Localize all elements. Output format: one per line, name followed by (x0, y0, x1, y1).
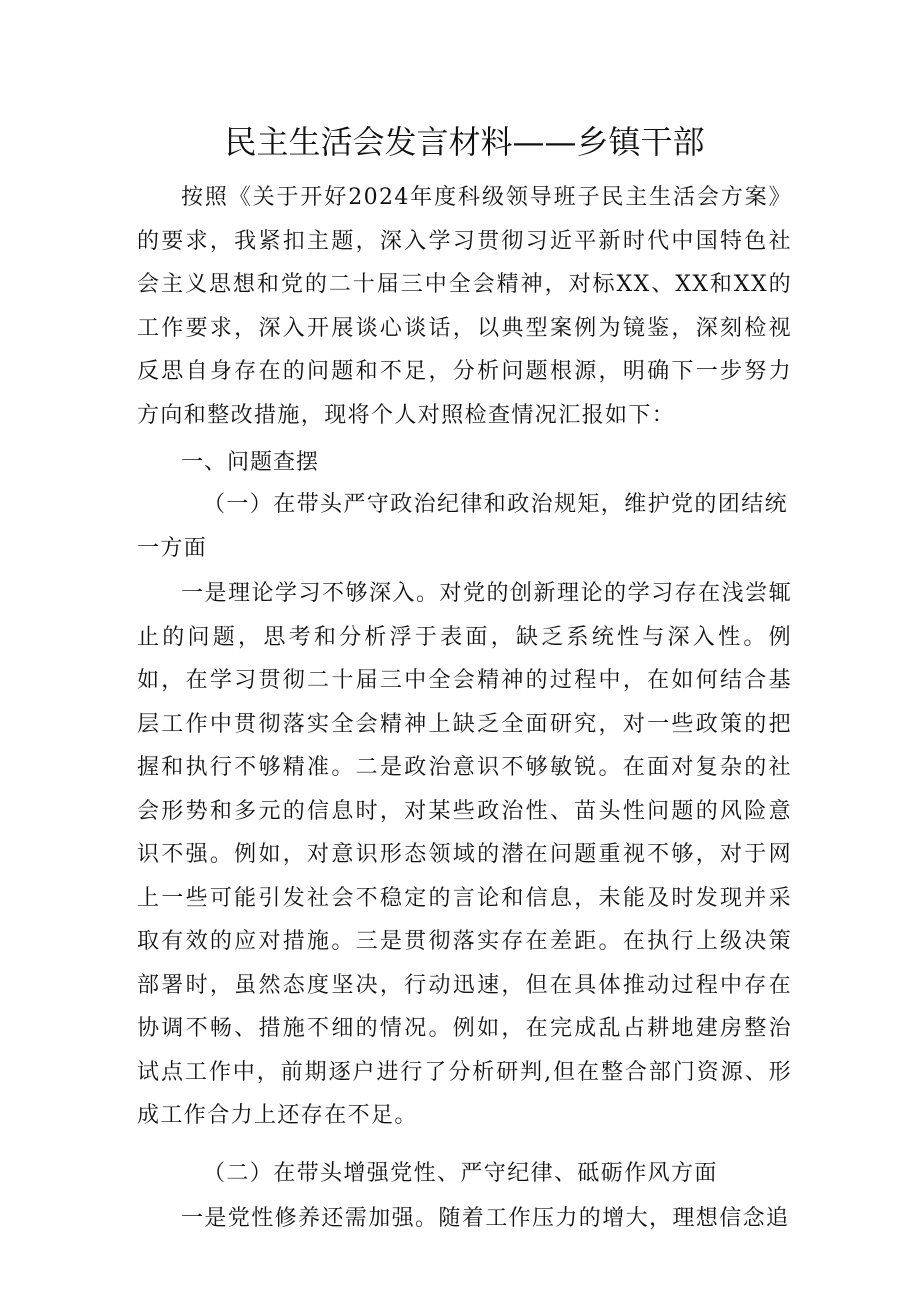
intro-paragraph: 按照《关于开好2024年度科级领导班子民主生活会方案》的要求，我紧扣主题，深入学习贯彻习近平新时代中国特色社会主义思想和党的二十届三中全会精神，对标XX、XX和XX的工作要求，深入开展谈心谈话，以典型案例为镜鉴，深刻检视反思自身存在的问题和不足，分析问题根源，明确下一步努力方向和整改措施，现将个人对照检查情况汇报如下： (137, 185, 792, 428)
subsection-body-political-discipline: 一是理论学习不够深入。对党的创新理论的学习存在浅尝辄止的问题，思考和分析浮于表面，缺乏系统性与深入性。例如，在学习贯彻二十届三中全会精神的过程中，在如何结合基层工作中贯彻落实全会精神上缺乏全面研究，对一些政策的把握和执行不够精准。二是政治意识不够敏锐。在面对复杂的社会形势和多元的信息时，对某些政治性、苗头性问题的风险意识不强。例如，对意识形态领域的潜在问题重视不够，对于网上一些可能引发社会不稳定的言论和信息，未能及时发现并采取有效的应对措施。三是贯彻落实存在差距。在执行上级决策部署时，虽然态度坚决，行动迅速，但在具体推动过程中存在协调不畅、措施不细的情况。例如，在完成乱占耕地建房整治试点工作中，前期逐户进行了分析研判,但在整合部门资源、形成工作合力上还存在不足。 (137, 581, 792, 1128)
subsection-heading-political-discipline: （一）在带头严守政治纪律和政治规矩，维护党的团结统一方面 (137, 492, 789, 561)
subsection-heading-party-spirit: （二）在带头增强党性、严守纪律、砥砺作风方面 (203, 1160, 718, 1186)
document-title: 民主生活会发言材料——乡镇干部 (224, 123, 705, 161)
subsection-body-party-spirit: 一是党性修养还需加强。随着工作压力的增大，理想信念追 (181, 1206, 790, 1231)
section-heading-problems: 一、问题查摆 (181, 450, 320, 475)
